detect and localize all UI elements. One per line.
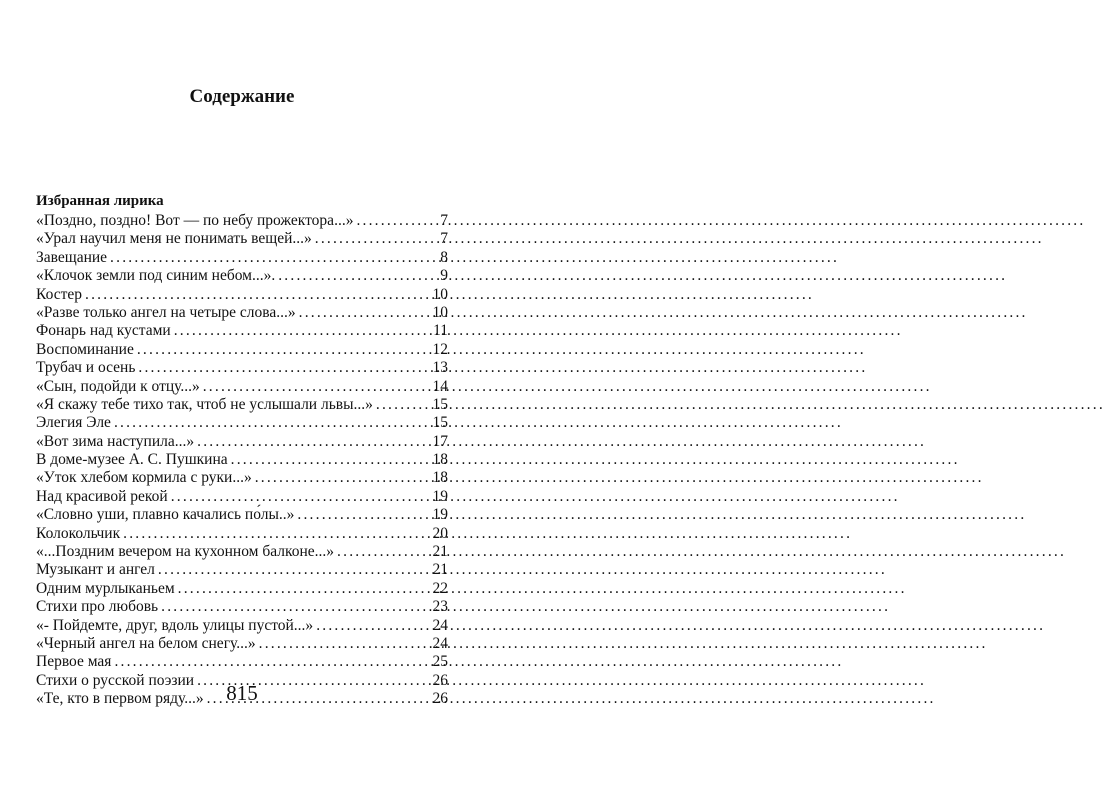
toc-entry-page: 14 bbox=[432, 377, 448, 395]
toc-entry-page: 11 bbox=[433, 322, 448, 340]
page-number: 815 bbox=[226, 681, 258, 705]
toc-entry-title: «Вот зима наступила...» bbox=[36, 432, 195, 450]
toc-entry-page: 22 bbox=[432, 579, 448, 597]
toc-entry-page: 13 bbox=[432, 359, 448, 377]
toc-entry-title: Над красивой рекой bbox=[36, 487, 168, 505]
toc-entry-page: 19 bbox=[432, 506, 448, 524]
page-title: Содержание bbox=[189, 86, 295, 107]
toc-entry-title: «Черный ангел на белом снегу...» bbox=[36, 634, 256, 652]
toc-entry-title: «- Пойдемте, друг, вдоль улицы пустой...» bbox=[36, 616, 314, 634]
toc-entry bbox=[36, 451, 448, 469]
toc-entry bbox=[36, 561, 448, 579]
dot-leader bbox=[111, 653, 426, 671]
toc-entry bbox=[36, 286, 448, 304]
toc-entry bbox=[36, 543, 448, 561]
toc-entry-title: «...Поздним вечером на кухонном балконе...» bbox=[36, 543, 335, 561]
toc-entry-page: 7 bbox=[440, 230, 448, 248]
toc-entry bbox=[36, 414, 448, 432]
toc-entry-page: 12 bbox=[432, 340, 448, 358]
toc-entry bbox=[36, 249, 448, 267]
toc-entry-page: 10 bbox=[432, 285, 448, 303]
toc-entry bbox=[36, 598, 448, 616]
dot-leader bbox=[111, 414, 426, 432]
toc-entry-page: 19 bbox=[432, 487, 448, 505]
dot-leader bbox=[134, 341, 426, 359]
dot-leader bbox=[353, 212, 426, 230]
dot-leader bbox=[313, 617, 426, 635]
toc-entry-title: «Те, кто в первом ряду...» bbox=[36, 690, 204, 708]
toc-entry-title: Костер bbox=[36, 285, 82, 303]
dot-leader bbox=[296, 304, 426, 322]
dot-leader bbox=[373, 396, 426, 414]
toc-entry bbox=[36, 525, 448, 543]
toc-entry bbox=[36, 322, 448, 340]
dot-leader bbox=[158, 598, 426, 616]
toc-entry bbox=[36, 617, 448, 635]
toc-entry bbox=[36, 488, 448, 506]
toc-entry bbox=[36, 469, 448, 487]
toc-entry bbox=[36, 341, 448, 359]
toc-entry-page: 7 bbox=[440, 212, 448, 229]
table-of-contents bbox=[36, 212, 448, 709]
toc-entry-title: Фонарь над кустами bbox=[36, 322, 171, 340]
toc-entry-page: 8 bbox=[440, 248, 448, 266]
toc-entry bbox=[36, 506, 448, 524]
toc-entry bbox=[36, 635, 448, 653]
dot-leader bbox=[312, 230, 426, 248]
toc-entry-title: Колокольчик bbox=[36, 524, 121, 542]
dot-leader bbox=[200, 378, 426, 396]
toc-entry-title: Трубач и осень bbox=[36, 359, 136, 377]
toc-entry-title: В доме-музее А. С. Пушкина bbox=[36, 451, 228, 469]
toc-entry-title: Стихи о русской поэзии bbox=[36, 671, 195, 689]
toc-entry-page: 20 bbox=[432, 524, 448, 542]
toc-entry-page: 9 bbox=[440, 267, 448, 285]
dot-leader bbox=[228, 451, 426, 469]
toc-entry bbox=[36, 304, 448, 322]
section-heading: Избранная лирика bbox=[36, 193, 164, 209]
toc-entry bbox=[36, 359, 448, 377]
dot-leader bbox=[82, 286, 426, 304]
dot-leader bbox=[155, 561, 426, 579]
toc-entry-title: «Сын, подойди к отцу...» bbox=[36, 377, 200, 395]
toc-entry-page: 23 bbox=[432, 598, 448, 616]
toc-entry-page: 18 bbox=[432, 451, 448, 469]
toc-entry-title: «Уток хлебом кормила с руки...» bbox=[36, 469, 252, 487]
dot-leader bbox=[107, 249, 426, 267]
toc-entry bbox=[36, 580, 448, 598]
toc-entry bbox=[36, 396, 448, 414]
toc-entry-title: «Поздно, поздно! Вот — по небу прожектора...» bbox=[36, 212, 354, 229]
dot-leader bbox=[334, 543, 426, 561]
dot-leader bbox=[275, 267, 426, 285]
dot-leader bbox=[294, 506, 426, 524]
toc-entry bbox=[36, 653, 448, 671]
dot-leader bbox=[175, 580, 426, 598]
toc-entry-title: Стихи про любовь bbox=[36, 598, 159, 616]
dot-leader bbox=[135, 359, 426, 377]
toc-entry-title: «Урал научил меня не понимать вещей...» bbox=[36, 230, 312, 248]
toc-entry-page: 18 bbox=[432, 469, 448, 487]
toc-entry bbox=[36, 212, 448, 230]
dot-leader bbox=[171, 322, 426, 340]
dot-leader bbox=[256, 635, 426, 653]
toc-entry-title: Завещание bbox=[36, 248, 108, 266]
toc-entry-title: «Разве только ангел на четыре слова...» bbox=[36, 303, 296, 321]
toc-entry-title: Одним мурлыканьем bbox=[36, 579, 175, 597]
toc-entry-title: «Я скажу тебе тихо так, чтоб не услышали львы...» bbox=[36, 395, 373, 413]
toc-entry-page: 21 bbox=[432, 543, 448, 561]
toc-entry-page: 17 bbox=[432, 432, 448, 450]
toc-entry-page: 15 bbox=[432, 414, 448, 432]
toc-entry-title: Элегия Эле bbox=[36, 414, 111, 432]
dot-leader bbox=[168, 488, 426, 506]
toc-entry-page: 15 bbox=[432, 395, 448, 413]
toc-entry-title: Воспоминание bbox=[36, 340, 134, 358]
toc-entry bbox=[36, 230, 448, 248]
dot-leader bbox=[252, 469, 426, 487]
toc-entry-page: 24 bbox=[432, 634, 448, 652]
toc-entry-title: «Словно уши, плавно качались по́лы..» bbox=[36, 506, 295, 524]
toc-entry-page: 10 bbox=[432, 303, 448, 321]
toc-entry-title: Музыкант и ангел bbox=[36, 561, 155, 579]
dot-leader bbox=[194, 433, 426, 451]
dot-leader bbox=[120, 525, 426, 543]
toc-entry-title: Первое мая bbox=[36, 653, 112, 671]
toc-entry bbox=[36, 267, 448, 285]
toc-entry-page: 26 bbox=[432, 671, 448, 689]
toc-entry-page: 21 bbox=[432, 561, 448, 579]
toc-entry-page: 24 bbox=[432, 616, 448, 634]
toc-entry-page: 26 bbox=[432, 690, 448, 708]
toc-entry bbox=[36, 378, 448, 396]
toc-entry bbox=[36, 433, 448, 451]
toc-entry-page: 25 bbox=[432, 653, 448, 671]
toc-entry-title: «Клочок земли под синим небом...». bbox=[36, 267, 276, 285]
